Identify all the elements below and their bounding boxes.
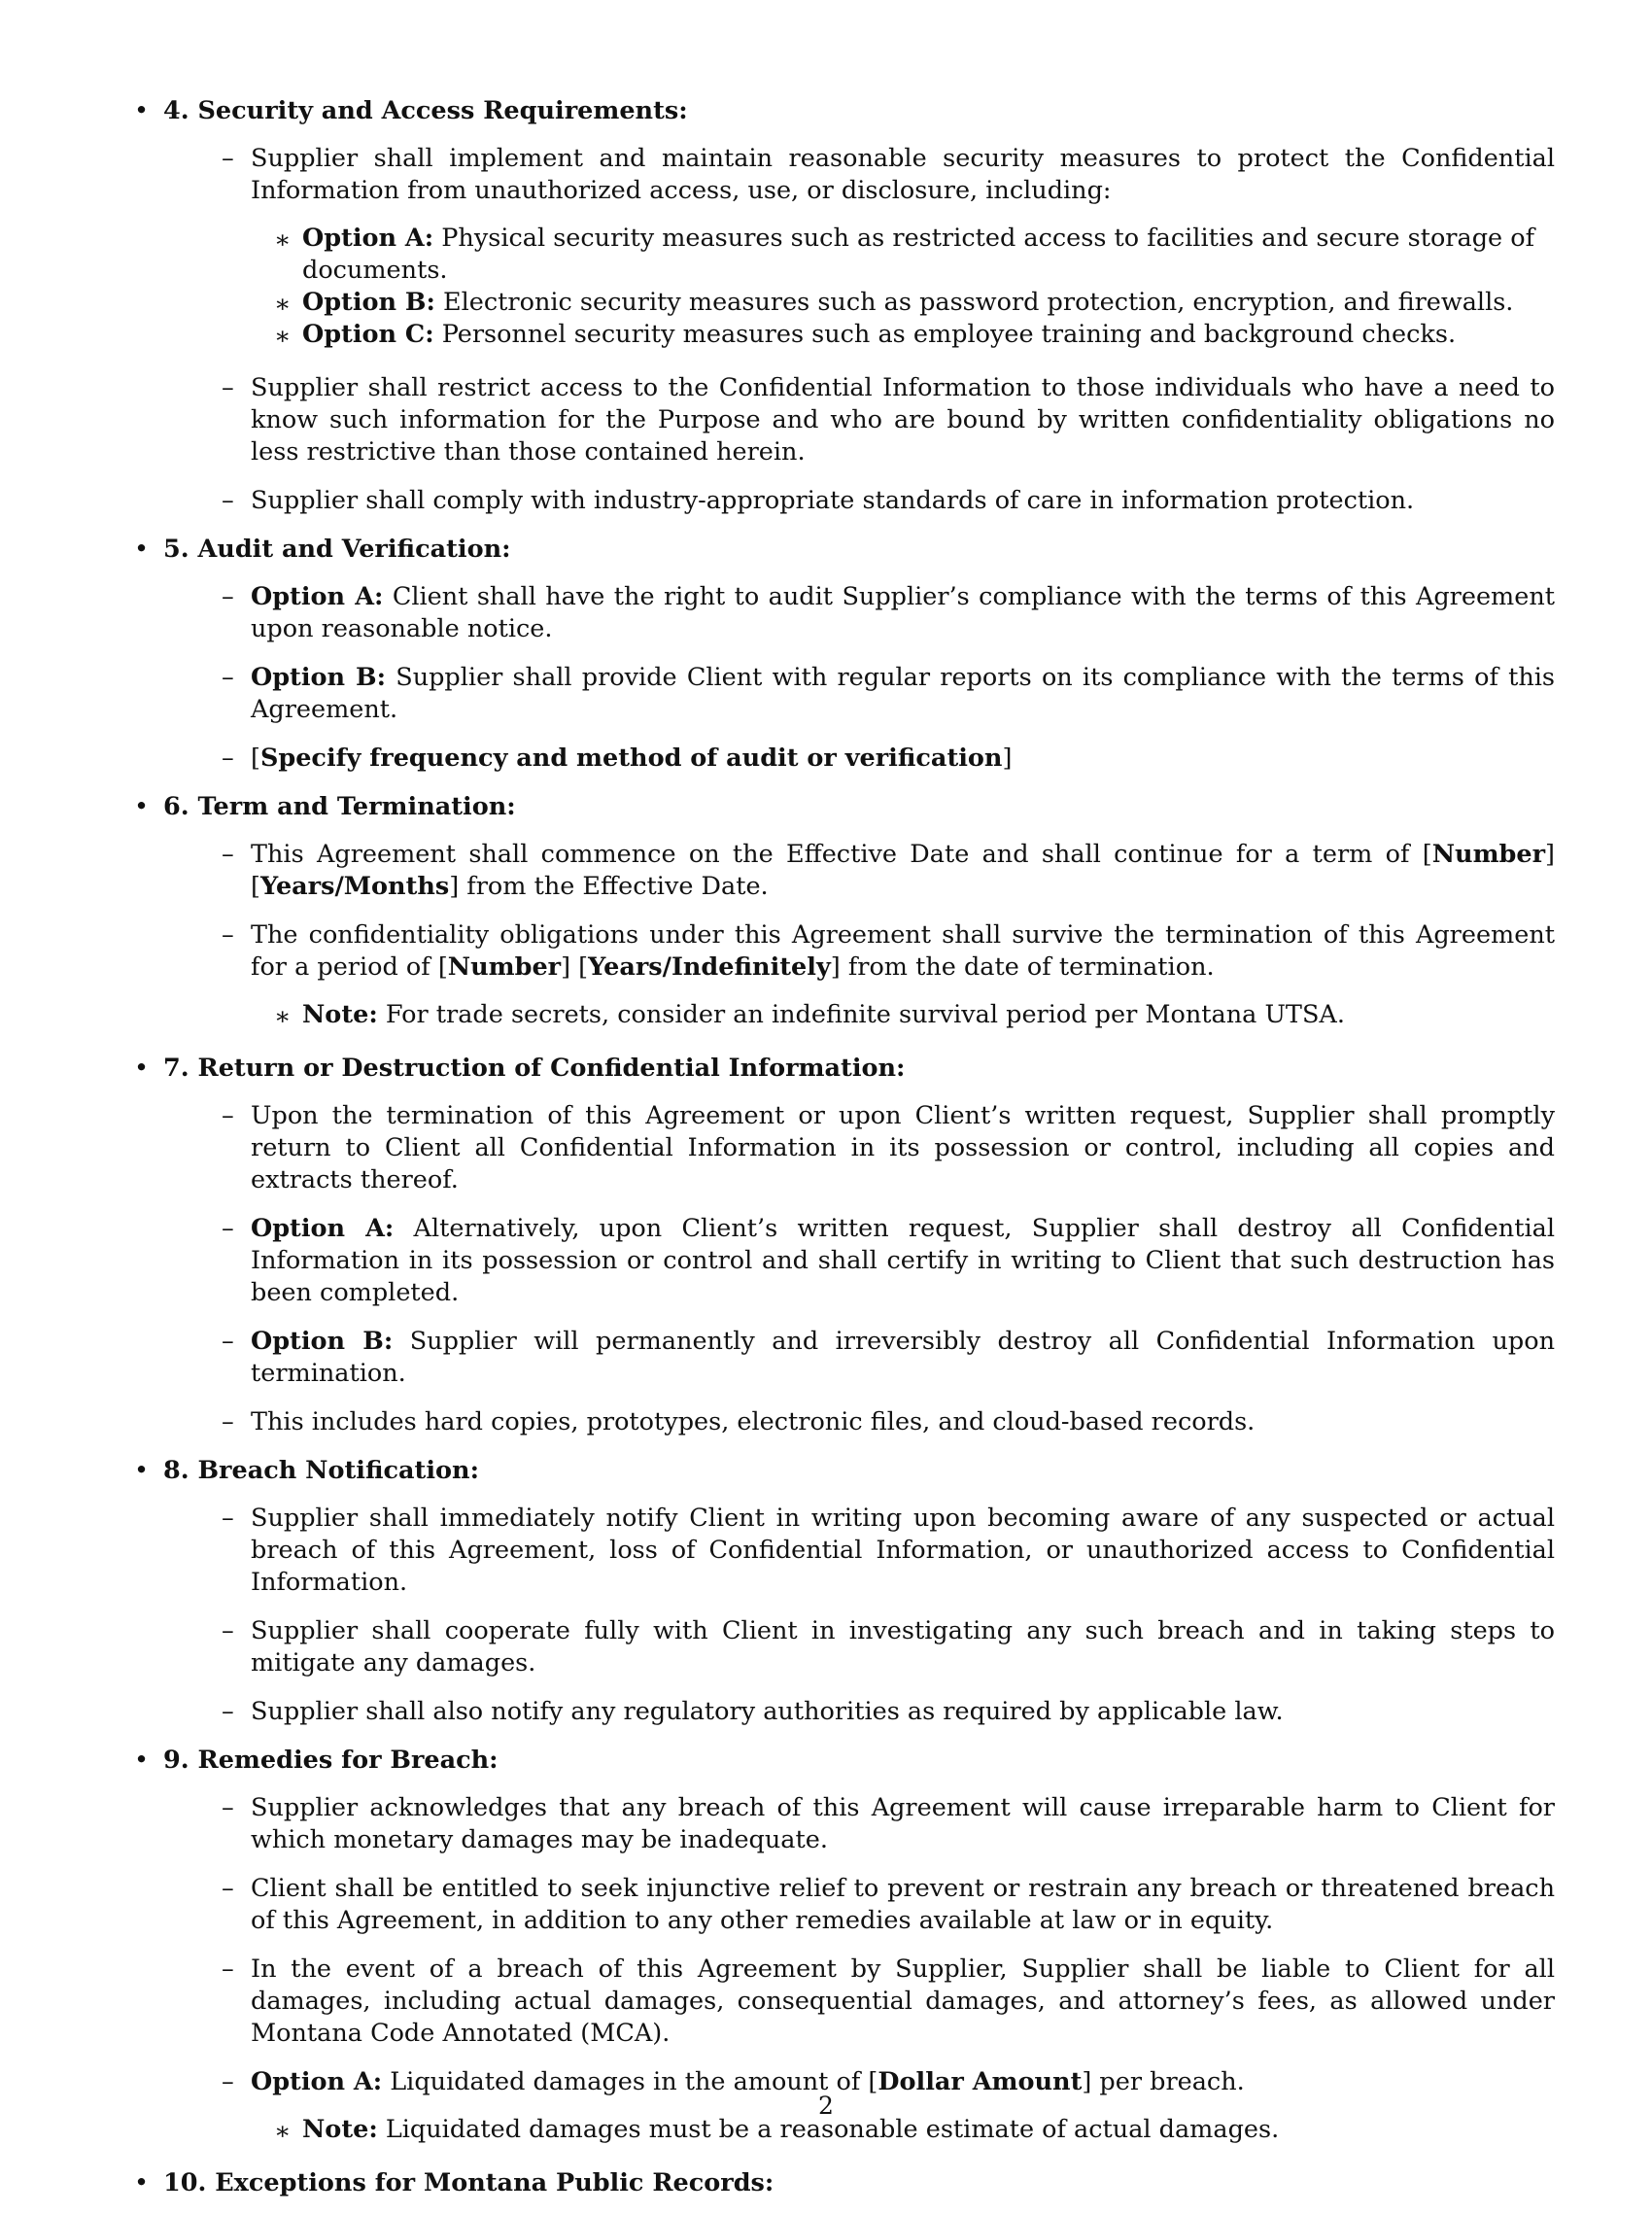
option-list bbox=[163, 223, 1555, 351]
clause-item bbox=[163, 485, 1555, 517]
clause-text: [ bbox=[251, 744, 260, 773]
clause-label: Option A: bbox=[251, 2067, 383, 2096]
clause-item bbox=[163, 1406, 1555, 1438]
option-list bbox=[163, 999, 1555, 1031]
clause-label: Option A: bbox=[251, 1214, 395, 1243]
page-number: 2 bbox=[818, 2092, 834, 2120]
section-heading: 5. Audit and Verification: bbox=[163, 535, 511, 564]
dash-marker: – bbox=[222, 2067, 234, 2096]
dash-marker: – bbox=[222, 1101, 234, 1130]
dash-marker: – bbox=[222, 1697, 234, 1726]
clause-list bbox=[163, 839, 1555, 1031]
dash-marker: – bbox=[222, 582, 234, 611]
option-text: Personnel security measures such as employee training and background checks. bbox=[433, 320, 1457, 349]
dash-marker: – bbox=[222, 144, 234, 173]
clause-text: The confidentiality obligations under this Agreement shall survive the termination of this Agreement for a period of [ bbox=[251, 920, 1555, 982]
clause-text: ] [ bbox=[251, 840, 1555, 901]
dash-marker: – bbox=[222, 663, 234, 692]
asterisk-marker: ∗ bbox=[274, 1002, 292, 1031]
clause-list bbox=[163, 1100, 1555, 1438]
clause-item bbox=[163, 1873, 1555, 1937]
bullet-marker: • bbox=[134, 1746, 150, 1775]
clause-item bbox=[163, 143, 1555, 351]
clause-item bbox=[163, 372, 1555, 468]
clause-item bbox=[163, 1100, 1555, 1196]
placeholder-field: Years/Indefinitely bbox=[588, 952, 831, 982]
placeholder-field: Number bbox=[1431, 840, 1546, 869]
clause-item bbox=[163, 1954, 1555, 2050]
clause-text: Alternatively, upon Client’s written request, Supplier shall destroy all Confidential Information in its possession or control and shall certify in writing to Client that such destruction has been completed. bbox=[251, 1214, 1555, 1307]
clause-item bbox=[163, 743, 1555, 775]
clause-text: ] [ bbox=[561, 952, 589, 982]
clause-item bbox=[163, 1696, 1555, 1728]
section-list bbox=[134, 95, 1555, 2199]
dash-marker: – bbox=[222, 1327, 234, 1356]
dash-marker: – bbox=[222, 920, 234, 950]
asterisk-marker: ∗ bbox=[274, 225, 292, 255]
dash-marker: – bbox=[222, 1407, 234, 1436]
clause-text: This Agreement shall commence on the Effective Date and shall continue for a term of [ bbox=[251, 840, 1432, 869]
clause-list bbox=[163, 1503, 1555, 1728]
option-label: Note: bbox=[302, 1000, 378, 1029]
clause-item bbox=[163, 919, 1555, 1031]
clause-text: ] from the Effective Date. bbox=[449, 872, 769, 901]
section-heading: 9. Remedies for Breach: bbox=[163, 1746, 499, 1775]
clause-text: Supplier shall implement and maintain reasonable security measures to protect the Confidential Information from unauthorized access, use, or disclosure, including: bbox=[251, 144, 1555, 205]
dash-marker: – bbox=[222, 1793, 234, 1822]
asterisk-marker: ∗ bbox=[274, 290, 292, 319]
clause-text: Supplier shall cooperate fully with Client in investigating any such breach and in taking steps to mitigate any damages. bbox=[251, 1616, 1555, 1678]
clause-text: Liquidated damages in the amount of [ bbox=[382, 2067, 878, 2096]
section-9 bbox=[134, 1745, 1555, 2146]
clause-list bbox=[163, 581, 1555, 775]
section-4 bbox=[134, 95, 1555, 517]
clause-item bbox=[163, 1326, 1555, 1390]
clause-text: ] bbox=[1002, 744, 1013, 773]
option-item bbox=[163, 319, 1555, 351]
clause-label: Option B: bbox=[251, 1327, 394, 1356]
clause-text: This includes hard copies, prototypes, electronic files, and cloud-based records. bbox=[251, 1407, 1256, 1436]
dash-marker: – bbox=[222, 486, 234, 515]
option-text: Electronic security measures such as password protection, encryption, and firewalls. bbox=[434, 288, 1514, 317]
section-heading: 7. Return or Destruction of Confidential Information: bbox=[163, 1054, 906, 1083]
dash-marker: – bbox=[222, 744, 234, 773]
clause-item bbox=[163, 1503, 1555, 1599]
asterisk-marker: ∗ bbox=[274, 2117, 292, 2146]
option-text: Physical security measures such as restricted access to facilities and secure storage of documents. bbox=[302, 224, 1535, 285]
clause-item bbox=[163, 662, 1555, 726]
bullet-marker: • bbox=[134, 96, 150, 125]
option-label: Option A: bbox=[302, 224, 434, 253]
clause-item bbox=[163, 581, 1555, 645]
clause-text: Upon the termination of this Agreement or upon Client’s written request, Supplier shall promptly return to Client all Confidential Information in its possession or control, including all copies and extracts thereof. bbox=[251, 1101, 1555, 1194]
section-6 bbox=[134, 791, 1555, 1031]
clause-label: Option B: bbox=[251, 663, 387, 692]
clause-text: Supplier shall comply with industry-appropriate standards of care in information protection. bbox=[251, 486, 1415, 515]
document-body bbox=[134, 95, 1555, 2214]
clause-item bbox=[163, 1213, 1555, 1309]
clause-text: Supplier will permanently and irreversibly destroy all Confidential Information upon termination. bbox=[251, 1327, 1555, 1388]
clause-text: In the event of a breach of this Agreement by Supplier, Supplier shall be liable to Client for all damages, including actual damages, consequential damages, and attorney’s fees, as allowed under Montana Code Annotated (MCA). bbox=[251, 1955, 1555, 2048]
dash-marker: – bbox=[222, 1874, 234, 1903]
dash-marker: – bbox=[222, 1214, 234, 1243]
clause-list bbox=[163, 143, 1555, 517]
clause-label: Specify frequency and method of audit or verification bbox=[259, 744, 1003, 773]
section-7 bbox=[134, 1053, 1555, 1438]
bullet-marker: • bbox=[134, 535, 150, 564]
option-label: Option B: bbox=[302, 288, 435, 317]
dash-marker: – bbox=[222, 1504, 234, 1533]
clause-text: Supplier acknowledges that any breach of this Agreement will cause irreparable harm to Client for which monetary damages may be inadequate. bbox=[251, 1793, 1555, 1854]
bullet-marker: • bbox=[134, 1456, 150, 1485]
section-heading: 8. Breach Notification: bbox=[163, 1456, 479, 1485]
option-text: For trade secrets, consider an indefinite survival period per Montana UTSA. bbox=[377, 1000, 1345, 1029]
dash-marker: – bbox=[222, 1955, 234, 1984]
option-text: Liquidated damages must be a reasonable estimate of actual damages. bbox=[377, 2115, 1280, 2144]
option-item bbox=[163, 999, 1555, 1031]
clause-item bbox=[163, 1792, 1555, 1856]
option-item bbox=[163, 287, 1555, 319]
option-label: Note: bbox=[302, 2115, 378, 2144]
dash-marker: – bbox=[222, 373, 234, 402]
section-heading: 10. Exceptions for Montana Public Records: bbox=[163, 2168, 774, 2197]
option-item bbox=[163, 223, 1555, 287]
clause-item bbox=[163, 1615, 1555, 1679]
clause-text: Supplier shall provide Client with regular reports on its compliance with the terms of this Agreement. bbox=[251, 663, 1556, 724]
bullet-marker: • bbox=[134, 792, 150, 821]
bullet-marker: • bbox=[134, 2168, 150, 2197]
clause-text: Supplier shall also notify any regulatory authorities as required by applicable law. bbox=[251, 1697, 1284, 1726]
placeholder-field: Number bbox=[447, 952, 562, 982]
clause-text: Client shall have the right to audit Supplier’s compliance with the terms of this Agreement upon reasonable notice. bbox=[251, 582, 1555, 643]
section-heading: 4. Security and Access Requirements: bbox=[163, 96, 688, 125]
section-5 bbox=[134, 534, 1555, 775]
clause-text: ] per breach. bbox=[1082, 2067, 1245, 2096]
section-heading: 6. Term and Termination: bbox=[163, 792, 516, 821]
dash-marker: – bbox=[222, 1616, 234, 1645]
bullet-marker: • bbox=[134, 1054, 150, 1083]
asterisk-marker: ∗ bbox=[274, 322, 292, 351]
clause-label: Option A: bbox=[251, 582, 384, 611]
dash-marker: – bbox=[222, 840, 234, 869]
option-label: Option C: bbox=[302, 320, 434, 349]
clause-item bbox=[163, 839, 1555, 903]
section-10 bbox=[134, 2167, 1555, 2199]
placeholder-field: Years/Months bbox=[259, 872, 450, 901]
clause-text: Supplier shall restrict access to the Confidential Information to those individuals who have a need to know such information for the Purpose and who are bound by written confidentiality obligations no less restrictive than those contained herein. bbox=[251, 373, 1555, 467]
clause-text: Client shall be entitled to seek injunctive relief to prevent or restrain any breach or threatened breach of this Agreement, in addition to any other remedies available at law or in equity. bbox=[251, 1874, 1555, 1935]
clause-text: Supplier shall immediately notify Client in writing upon becoming aware of any suspected or actual breach of this Agreement, loss of Confidential Information, or unauthorized access to Confidential Information. bbox=[251, 1504, 1555, 1597]
clause-text: ] from the date of termination. bbox=[830, 952, 1215, 982]
placeholder-field: Dollar Amount bbox=[878, 2067, 1083, 2096]
section-8 bbox=[134, 1455, 1555, 1728]
